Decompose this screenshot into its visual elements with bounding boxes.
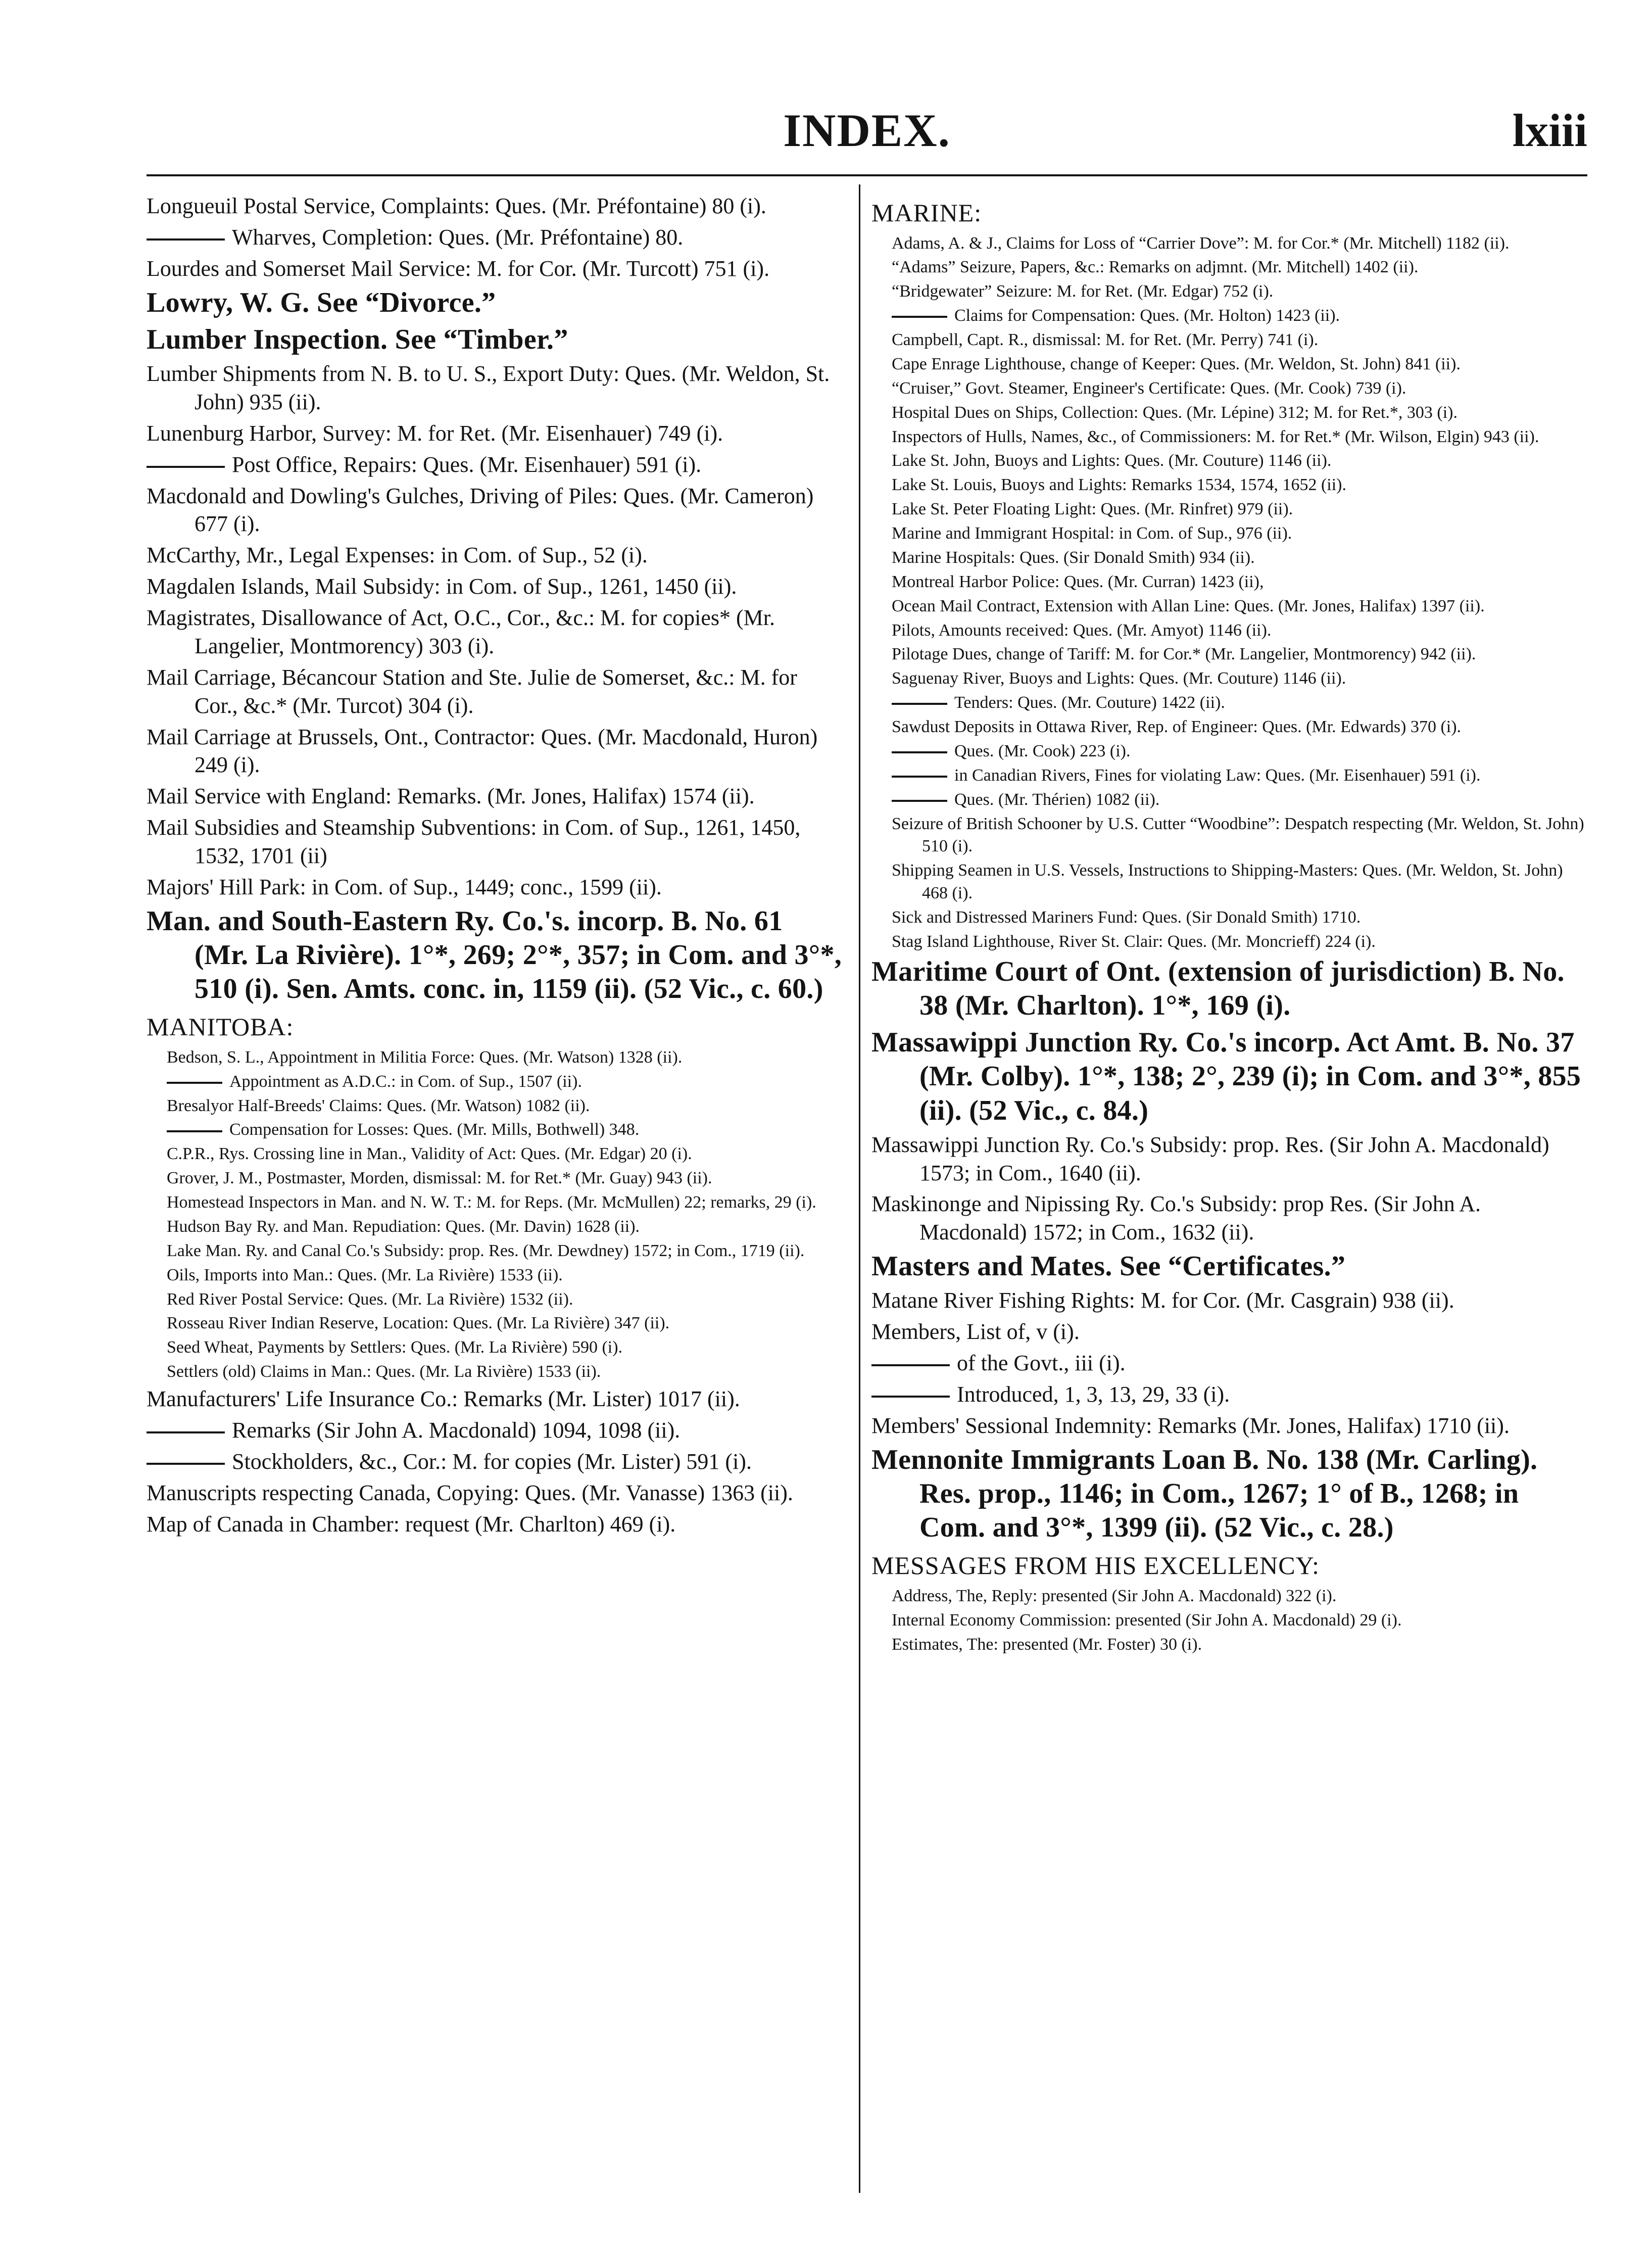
index-subentry xyxy=(147,1336,843,1359)
index-subentry xyxy=(871,595,1587,618)
index-entry xyxy=(871,1380,1587,1409)
entry-text: Longueuil Postal Service, Complaints: Ques. (Mr. Préfontaine) 80 (i). xyxy=(147,194,766,218)
index-subentry xyxy=(147,1119,843,1141)
ditto-dash xyxy=(147,238,225,241)
index-subentry xyxy=(147,1240,843,1263)
index-subentry xyxy=(147,1191,843,1214)
entry-text: in Canadian Rivers, Fines for violating Law: Ques. (Mr. Eisenhauer) 591 (i). xyxy=(954,765,1481,785)
entry-text: Magdalen Islands, Mail Subsidy: in Com. of Sup., 1261, 1450 (ii). xyxy=(147,574,737,599)
entry-text: Inspectors of Hulls, Names, &c., of Commissioners: M. for Ret.* (Mr. Wilson, Elgin) 943 (ii). xyxy=(892,427,1539,446)
column-divider xyxy=(859,184,860,2193)
index-entry xyxy=(147,360,843,416)
ditto-dash xyxy=(892,776,947,778)
index-subentry xyxy=(147,1095,843,1118)
index-subentry xyxy=(871,789,1587,811)
index-entry xyxy=(147,255,843,283)
index-subentry xyxy=(871,931,1587,953)
entry-text: Sawdust Deposits in Ottawa River, Rep. of Engineer: Ques. (Mr. Edwards) 370 (i). xyxy=(892,717,1462,736)
entry-text: Maskinonge and Nipissing Ry. Co.'s Subsidy: prop Res. (Sir John A. Macdonald) 1572; in Com., 1632 (ii). xyxy=(871,1191,1481,1245)
entry-text: McCarthy, Mr., Legal Expenses: in Com. of Sup., 52 (i). xyxy=(147,543,648,568)
entry-text: Members, List of, v (i). xyxy=(871,1319,1080,1345)
entry-text: of the Govt., iii (i). xyxy=(957,1351,1126,1376)
index-subentry xyxy=(871,571,1587,594)
index-subentry xyxy=(871,1609,1587,1632)
page-header xyxy=(147,104,1587,179)
entry-text: Lake Man. Ry. and Canal Co.'s Subsidy: prop. Res. (Mr. Dewdney) 1572; in Com., 1719 (ii). xyxy=(167,1241,805,1260)
index-subentry xyxy=(871,740,1587,763)
entry-text: Pilots, Amounts received: Ques. (Mr. Amyot) 1146 (ii). xyxy=(892,620,1272,640)
entry-text: Mennonite Immigrants Loan B. No. 138 (Mr. Carling). Res. prop., 1146; in Com., 1267; 1° of B., 1268; in Com. and 3°*, 1399 (ii). (52 Vic., c. 28.) xyxy=(871,1444,1538,1544)
index-entry xyxy=(871,1026,1587,1128)
ditto-dash xyxy=(892,316,947,318)
index-entry xyxy=(147,192,843,220)
entry-text: MESSAGES FROM HIS EXCELLENCY: xyxy=(871,1551,1320,1580)
index-entry xyxy=(147,1448,843,1476)
entry-text: Mail Carriage at Brussels, Ont., Contractor: Ques. (Mr. Macdonald, Huron) 249 (i). xyxy=(147,724,818,778)
entry-text: Internal Economy Commission: presented (Sir John A. Macdonald) 29 (i). xyxy=(892,1610,1402,1630)
index-subentry xyxy=(147,1071,843,1093)
entry-text: Mail Carriage, Bécancour Station and Ste. Julie de Somerset, &c.: M. for Cor., &c.* (Mr. Turcot) 304 (i). xyxy=(147,664,797,718)
entry-text: Pilotage Dues, change of Tariff: M. for Cor.* (Mr. Langelier, Montmorency) 942 (ii). xyxy=(892,645,1476,664)
entry-text: Members' Sessional Indemnity: Remarks (Mr. Jones, Halifax) 1710 (ii). xyxy=(871,1413,1510,1438)
index-subentry xyxy=(871,619,1587,642)
entry-text: Massawippi Junction Ry. Co.'s incorp. Act Amt. B. No. 37 (Mr. Colby). 1°*, 138; 2°, 239 (i); in Com. and 3°*, 855 (ii). (52 Vic., c. 84.) xyxy=(871,1027,1581,1126)
index-entry xyxy=(147,286,843,320)
left-column xyxy=(147,192,843,1541)
entry-text: Lumber Inspection. See “Timber.” xyxy=(147,323,568,355)
index-subentry xyxy=(871,813,1587,858)
entry-text: Bresalyor Half-Breeds' Claims: Ques. (Mr. Watson) 1082 (ii). xyxy=(167,1096,590,1115)
index-entry xyxy=(147,782,843,810)
entry-text: Manufacturers' Life Insurance Co.: Remarks (Mr. Lister) 1017 (ii). xyxy=(147,1386,740,1412)
index-entry xyxy=(147,223,843,252)
index-entry xyxy=(147,1510,843,1539)
index-entry xyxy=(147,482,843,539)
index-subentry xyxy=(871,859,1587,905)
entry-text: Lowry, W. G. See “Divorce.” xyxy=(147,286,496,318)
index-entry xyxy=(147,541,843,569)
entry-text: Manuscripts respecting Canada, Copying: Ques. (Mr. Vanasse) 1363 (ii). xyxy=(147,1480,793,1505)
entry-text: Maritime Court of Ont. (extension of jurisdiction) B. No. 38 (Mr. Charlton). 1°*, 169 (i). xyxy=(871,955,1565,1021)
entry-text: Seizure of British Schooner by U.S. Cutter “Woodbine”: Despatch respecting (Mr. Weldon, St. John) 510 (i). xyxy=(892,814,1584,856)
index-entry xyxy=(147,451,843,479)
index-subentry xyxy=(147,1046,843,1069)
entry-text: Hudson Bay Ry. and Man. Repudiation: Ques. (Mr. Davin) 1628 (ii). xyxy=(167,1217,640,1236)
entry-text: Ques. (Mr. Cook) 223 (i). xyxy=(954,741,1131,760)
entry-text: Lunenburg Harbor, Survey: M. for Ret. (Mr. Eisenhauer) 749 (i). xyxy=(147,420,723,446)
entry-text: Seed Wheat, Payments by Settlers: Ques. (Mr. La Rivière) 590 (i). xyxy=(167,1338,623,1357)
index-subentry xyxy=(871,716,1587,739)
entry-text: Stockholders, &c., Cor.: M. for copies (Mr. Lister) 591 (i). xyxy=(232,1449,752,1474)
ditto-dash xyxy=(147,466,225,468)
entry-text: Cape Enrage Lighthouse, change of Keeper: Ques. (Mr. Weldon, St. John) 841 (ii). xyxy=(892,354,1461,373)
entry-text: Oils, Imports into Man.: Ques. (Mr. La Rivière) 1533 (ii). xyxy=(167,1265,563,1284)
index-subentry xyxy=(871,450,1587,472)
index-subentry xyxy=(147,1143,843,1166)
entry-text: Massawippi Junction Ry. Co.'s Subsidy: prop. Res. (Sir John A. Macdonald) 1573; in Com., 1640 (ii). xyxy=(871,1132,1549,1185)
index-entry xyxy=(871,1412,1587,1440)
index-subentry xyxy=(871,764,1587,787)
entry-text: Magistrates, Disallowance of Act, O.C., Cor., &c.: M. for copies* (Mr. Langelier, Montmorency) 303 (i). xyxy=(147,605,775,658)
entry-text: Lake St. John, Buoys and Lights: Ques. (Mr. Couture) 1146 (ii). xyxy=(892,451,1332,470)
index-subentry xyxy=(147,1288,843,1311)
page-number: lxiii xyxy=(1512,105,1587,156)
index-entry xyxy=(147,663,843,720)
entry-text: “Adams” Seizure, Papers, &c.: Remarks on adjmnt. (Mr. Mitchell) 1402 (ii). xyxy=(892,258,1419,277)
ditto-dash xyxy=(147,1431,225,1433)
entry-text: Saguenay River, Buoys and Lights: Ques. (Mr. Couture) 1146 (ii). xyxy=(892,669,1346,688)
entry-text: Mail Service with England: Remarks. (Mr. Jones, Halifax) 1574 (ii). xyxy=(147,784,755,809)
page-title: INDEX. xyxy=(783,105,951,156)
section-heading xyxy=(147,1011,843,1043)
entry-text: MANITOBA: xyxy=(147,1013,294,1041)
index-subentry xyxy=(871,353,1587,376)
entry-text: Majors' Hill Park: in Com. of Sup., 1449; conc., 1599 (ii). xyxy=(147,874,662,899)
entry-text: Shipping Seamen in U.S. Vessels, Instructions to Shipping-Masters: Ques. (Mr. Weldon, St. John) 468 (i). xyxy=(892,861,1563,903)
index-subentry xyxy=(871,426,1587,449)
entry-text: Macdonald and Dowling's Gulches, Driving of Piles: Ques. (Mr. Cameron) 677 (i). xyxy=(147,483,814,537)
ditto-dash xyxy=(167,1130,222,1132)
entry-text: Marine Hospitals: Ques. (Sir Donald Smith) 934 (ii). xyxy=(892,548,1255,567)
entry-text: Homestead Inspectors in Man. and N. W. T.: M. for Reps. (Mr. McMullen) 22; remarks, 29 (i). xyxy=(167,1193,816,1212)
entry-text: C.P.R., Rys. Crossing line in Man., Validity of Act: Ques. (Mr. Edgar) 20 (i). xyxy=(167,1144,692,1164)
index-entry xyxy=(147,873,843,901)
index-entry xyxy=(871,1190,1587,1247)
header-rule xyxy=(147,174,1587,176)
index-subentry xyxy=(871,522,1587,545)
index-subentry xyxy=(871,692,1587,714)
entry-text: Lumber Shipments from N. B. to U. S., Export Duty: Ques. (Mr. Weldon, St. John) 935 (ii). xyxy=(147,361,830,414)
entry-text: Stag Island Lighthouse, River St. Clair: Ques. (Mr. Moncrieff) 224 (i). xyxy=(892,932,1376,951)
index-entry xyxy=(871,955,1587,1023)
ditto-dash xyxy=(892,703,947,705)
index-entry xyxy=(147,1385,843,1413)
index-subentry xyxy=(871,377,1587,400)
index-subentry xyxy=(871,498,1587,521)
index-entry xyxy=(147,723,843,780)
ditto-dash xyxy=(147,1463,225,1465)
entry-text: Man. and South-Eastern Ry. Co.'s. incorp. B. No. 61 (Mr. La Rivière). 1°*, 269; 2°*, 357; in Com. and 3°*, 510 (i). Sen. Amts. conc. in, 1159 (ii). (52 Vic., c. 60.) xyxy=(147,905,842,1005)
index-subentry xyxy=(871,547,1587,569)
entry-text: Address, The, Reply: presented (Sir John A. Macdonald) 322 (i). xyxy=(892,1586,1337,1605)
entry-text: Tenders: Ques. (Mr. Couture) 1422 (ii). xyxy=(954,693,1225,712)
index-subentry xyxy=(871,280,1587,303)
entry-text: Lake St. Peter Floating Light: Ques. (Mr. Rinfret) 979 (ii). xyxy=(892,500,1293,519)
index-subentry xyxy=(147,1264,843,1287)
entry-text: Claims for Compensation: Ques. (Mr. Holton) 1423 (ii). xyxy=(954,306,1340,325)
entry-text: Compensation for Losses: Ques. (Mr. Mills, Bothwell) 348. xyxy=(229,1120,640,1139)
index-entry xyxy=(147,419,843,448)
index-entry xyxy=(871,1250,1587,1283)
ditto-dash xyxy=(871,1396,950,1398)
ditto-dash xyxy=(892,751,947,753)
entry-text: Sick and Distressed Mariners Fund: Ques. (Sir Donald Smith) 1710. xyxy=(892,908,1361,927)
entry-text: Settlers (old) Claims in Man.: Ques. (Mr. La Rivière) 1533 (ii). xyxy=(167,1362,601,1381)
entry-text: Post Office, Repairs: Ques. (Mr. Eisenhauer) 591 (i). xyxy=(232,452,702,477)
entry-text: Lourdes and Somerset Mail Service: M. for Cor. (Mr. Turcott) 751 (i). xyxy=(147,256,770,281)
ditto-dash xyxy=(892,800,947,802)
index-entry xyxy=(147,323,843,357)
index-entry xyxy=(147,572,843,601)
entry-text: Masters and Mates. See “Certificates.” xyxy=(871,1251,1346,1282)
index-entry xyxy=(871,1349,1587,1377)
entry-text: Montreal Harbor Police: Ques. (Mr. Curran) 1423 (ii), xyxy=(892,572,1264,591)
entry-text: Matane River Fishing Rights: M. for Cor. (Mr. Casgrain) 938 (ii). xyxy=(871,1288,1454,1313)
entry-text: Grover, J. M., Postmaster, Morden, dismissal: M. for Ret.* (Mr. Guay) 943 (ii). xyxy=(167,1169,712,1188)
entry-text: Lake St. Louis, Buoys and Lights: Remarks 1534, 1574, 1652 (ii). xyxy=(892,475,1346,495)
index-entry xyxy=(147,1479,843,1507)
index-subentry xyxy=(871,305,1587,327)
index-subentry xyxy=(871,232,1587,255)
entry-text: Map of Canada in Chamber: request (Mr. Charlton) 469 (i). xyxy=(147,1511,676,1537)
entry-text: Remarks (Sir John A. Macdonald) 1094, 1098 (ii). xyxy=(232,1417,681,1443)
entry-text: Ocean Mail Contract, Extension with Allan Line: Ques. (Mr. Jones, Halifax) 1397 (ii). xyxy=(892,596,1485,615)
entry-text: Ques. (Mr. Thérien) 1082 (ii). xyxy=(954,790,1160,809)
index-entry xyxy=(147,1416,843,1445)
index-entry xyxy=(871,1131,1587,1187)
index-subentry xyxy=(147,1312,843,1335)
index-entry xyxy=(871,1443,1587,1545)
right-column xyxy=(871,192,1587,1657)
index-subentry xyxy=(871,329,1587,352)
entry-text: “Cruiser,” Govt. Steamer, Engineer's Certificate: Ques. (Mr. Cook) 739 (i). xyxy=(892,378,1406,398)
entry-text: Estimates, The: presented (Mr. Foster) 30 (i). xyxy=(892,1635,1202,1654)
entry-text: Marine and Immigrant Hospital: in Com. of Sup., 976 (ii). xyxy=(892,524,1292,543)
index-subentry xyxy=(871,256,1587,279)
section-heading xyxy=(871,197,1587,229)
index-subentry xyxy=(871,1634,1587,1656)
entry-text: Campbell, Capt. R., dismissal: M. for Ret. (Mr. Perry) 741 (i). xyxy=(892,330,1319,349)
index-subentry xyxy=(147,1216,843,1238)
entry-text: “Bridgewater” Seizure: M. for Ret. (Mr. Edgar) 752 (i). xyxy=(892,282,1274,301)
entry-text: Hospital Dues on Ships, Collection: Ques. (Mr. Lépine) 312; M. for Ret.*, 303 (i). xyxy=(892,403,1457,422)
entry-text: Rosseau River Indian Reserve, Location: Ques. (Mr. La Rivière) 347 (ii). xyxy=(167,1314,670,1333)
index-entry xyxy=(147,604,843,660)
index-subentry xyxy=(147,1167,843,1190)
ditto-dash xyxy=(871,1364,950,1366)
entry-text: Bedson, S. L., Appointment in Militia Force: Ques. (Mr. Watson) 1328 (ii). xyxy=(167,1047,683,1067)
index-subentry xyxy=(147,1361,843,1383)
entry-text: Mail Subsidies and Steamship Subventions: in Com. of Sup., 1261, 1450, 1532, 1701 (ii) xyxy=(147,815,801,868)
index-subentry xyxy=(871,402,1587,424)
entry-text: MARINE: xyxy=(871,199,982,227)
index-entry xyxy=(871,1286,1587,1315)
entry-text: Introduced, 1, 3, 13, 29, 33 (i). xyxy=(957,1382,1230,1407)
index-subentry xyxy=(871,474,1587,497)
entry-text: Adams, A. & J., Claims for Loss of “Carrier Dove”: M. for Cor.* (Mr. Mitchell) 1182 (ii). xyxy=(892,233,1510,253)
section-heading xyxy=(871,1550,1587,1582)
entry-text: Appointment as A.D.C.: in Com. of Sup., 1507 (ii). xyxy=(229,1072,582,1091)
entry-text: Wharves, Completion: Ques. (Mr. Préfontaine) 80. xyxy=(232,224,684,250)
entry-text: Red River Postal Service: Ques. (Mr. La Rivière) 1532 (ii). xyxy=(167,1289,573,1309)
index-subentry xyxy=(871,1585,1587,1608)
index-subentry xyxy=(871,667,1587,690)
index-subentry xyxy=(871,643,1587,666)
index-entry xyxy=(871,1318,1587,1346)
index-entry xyxy=(147,813,843,870)
ditto-dash xyxy=(167,1082,222,1084)
index-subentry xyxy=(871,906,1587,929)
index-entry xyxy=(147,904,843,1007)
